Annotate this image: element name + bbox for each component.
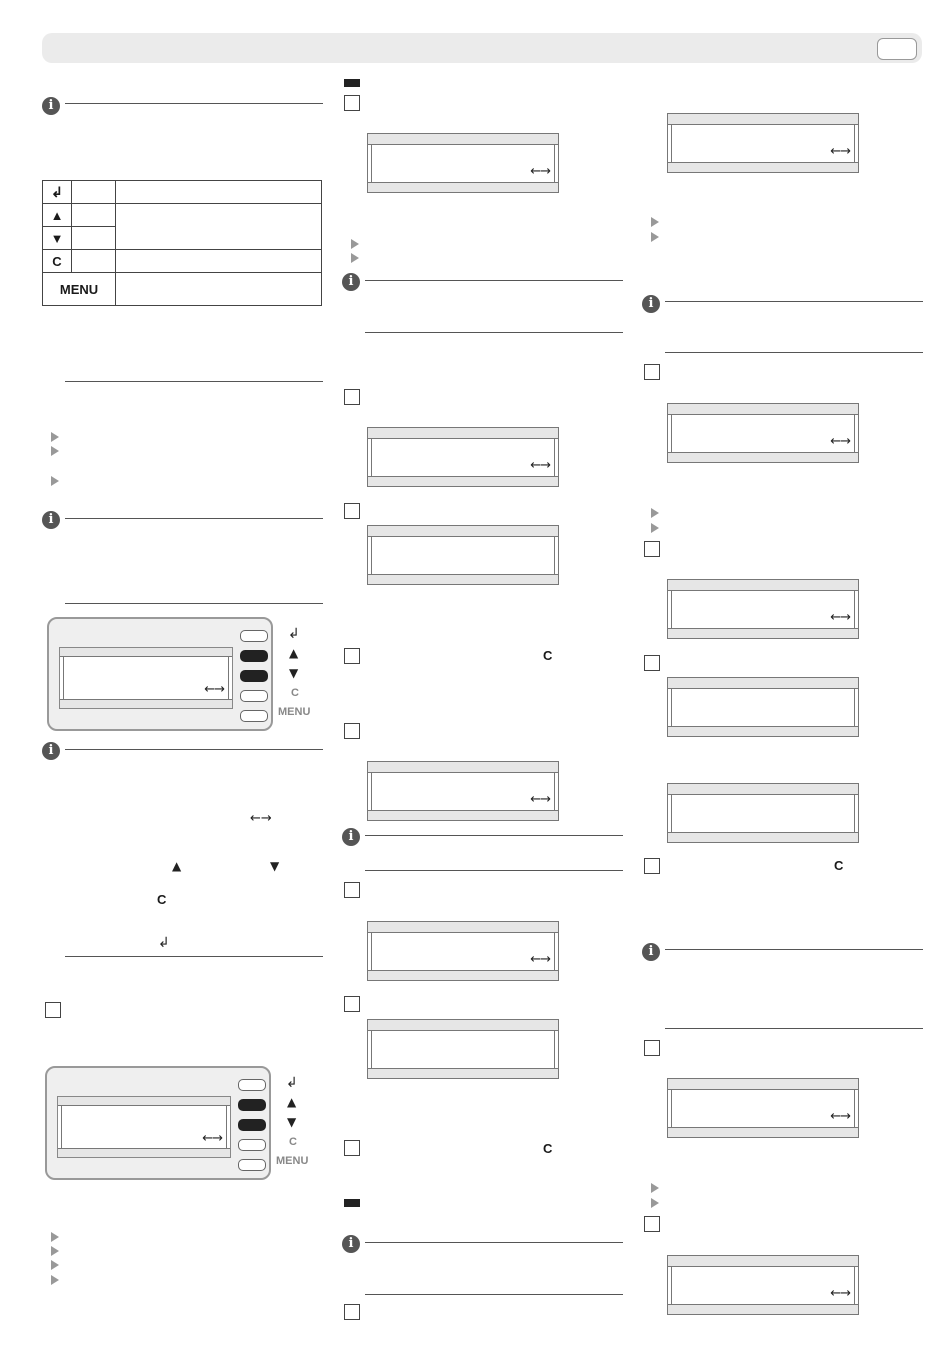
divider	[65, 749, 323, 750]
info-icon: i	[342, 828, 360, 846]
divider	[365, 835, 623, 836]
lcd-display	[667, 579, 859, 639]
lcd-display	[667, 1255, 859, 1315]
step-checkbox	[644, 541, 660, 557]
section-marker	[344, 1199, 360, 1207]
step-checkbox	[344, 648, 360, 664]
lcd-display	[367, 1019, 559, 1079]
c-key-symbol: C	[543, 1141, 553, 1156]
divider	[365, 1242, 623, 1243]
down-button[interactable]	[238, 1119, 266, 1131]
step-checkbox	[344, 503, 360, 519]
device-display	[59, 647, 233, 709]
lcd-display	[367, 133, 559, 193]
menu-label: MENU	[276, 1155, 309, 1167]
divider	[665, 949, 923, 950]
enter-button[interactable]	[240, 630, 268, 642]
menu-button[interactable]	[240, 710, 268, 722]
info-icon: i	[642, 943, 660, 961]
key-table	[42, 180, 322, 306]
pointer-icon	[51, 446, 59, 456]
up-arrow-icon: ▲	[50, 207, 64, 223]
up-arrow-icon: ▲	[289, 646, 299, 660]
pointer-icon	[651, 508, 659, 518]
c-button[interactable]	[238, 1139, 266, 1151]
enter-icon: ↲	[288, 626, 300, 642]
lcd-display	[367, 427, 559, 487]
info-icon: i	[642, 295, 660, 313]
pointer-icon	[51, 1246, 59, 1256]
enter-icon: ↲	[51, 183, 63, 200]
arrow-pair-symbol: ←→	[250, 811, 272, 826]
c-key-cell: C	[43, 250, 72, 273]
divider	[665, 352, 923, 353]
device-illustration	[47, 617, 273, 731]
pointer-icon	[51, 476, 59, 486]
arrow-indicator: ←→	[530, 792, 550, 807]
c-key-symbol: C	[157, 892, 167, 907]
pointer-icon	[51, 1260, 59, 1270]
pointer-icon	[651, 1198, 659, 1208]
pointer-icon	[651, 217, 659, 227]
step-checkbox	[644, 364, 660, 380]
divider	[65, 381, 323, 382]
c-label: C	[291, 687, 299, 699]
pointer-icon	[651, 232, 659, 242]
arrow-indicator: ←→	[530, 952, 550, 967]
menu-button[interactable]	[238, 1159, 266, 1171]
divider	[365, 870, 623, 871]
step-checkbox	[45, 1002, 61, 1018]
down-arrow-icon: ▼	[289, 666, 299, 680]
info-icon: i	[342, 1235, 360, 1253]
down-button[interactable]	[240, 670, 268, 682]
pointer-icon	[51, 1275, 59, 1285]
arrow-indicator: ←→	[830, 1109, 850, 1124]
arrow-indicator: ←→	[830, 434, 850, 449]
enter-key-cell	[43, 181, 72, 204]
divider	[65, 956, 323, 957]
menu-key-cell: MENU	[43, 273, 116, 306]
step-checkbox	[344, 1304, 360, 1320]
divider	[365, 1294, 623, 1295]
divider	[65, 103, 323, 104]
page-number-box	[877, 38, 917, 60]
step-checkbox	[644, 655, 660, 671]
lcd-display	[667, 113, 859, 173]
divider	[65, 603, 323, 604]
pointer-icon	[51, 432, 59, 442]
up-key-cell	[43, 204, 72, 227]
down-arrow-icon: ▼	[270, 859, 280, 873]
up-button[interactable]	[238, 1099, 266, 1111]
section-marker	[344, 79, 360, 87]
enter-icon: ↲	[158, 935, 170, 951]
menu-label: MENU	[278, 706, 311, 718]
down-arrow-icon: ▼	[50, 230, 64, 246]
step-checkbox	[344, 723, 360, 739]
down-key-cell	[43, 227, 72, 250]
arrow-indicator: ←→	[204, 682, 224, 697]
lcd-display	[367, 921, 559, 981]
step-checkbox	[344, 882, 360, 898]
c-label: C	[289, 1136, 297, 1148]
info-icon: i	[42, 742, 60, 760]
up-arrow-icon: ▲	[287, 1095, 297, 1109]
arrow-indicator: ←→	[530, 458, 550, 473]
divider	[665, 1028, 923, 1029]
c-button[interactable]	[240, 690, 268, 702]
enter-icon: ↲	[286, 1075, 298, 1091]
enter-button[interactable]	[238, 1079, 266, 1091]
down-arrow-icon: ▼	[287, 1115, 297, 1129]
divider	[365, 280, 623, 281]
info-icon: i	[42, 97, 60, 115]
device-illustration	[45, 1066, 271, 1180]
c-key-symbol: C	[834, 858, 844, 873]
step-checkbox	[344, 389, 360, 405]
device-display	[57, 1096, 231, 1158]
step-checkbox	[344, 95, 360, 111]
up-arrow-icon: ▲	[172, 859, 182, 873]
arrow-indicator: ←→	[530, 164, 550, 179]
c-key-symbol: C	[543, 648, 553, 663]
info-icon: i	[342, 273, 360, 291]
step-checkbox	[344, 1140, 360, 1156]
step-checkbox	[644, 858, 660, 874]
pointer-icon	[351, 239, 359, 249]
step-checkbox	[644, 1216, 660, 1232]
up-button[interactable]	[240, 650, 268, 662]
lcd-display	[367, 761, 559, 821]
pointer-icon	[351, 253, 359, 263]
lcd-display	[667, 403, 859, 463]
divider	[365, 332, 623, 333]
pointer-icon	[651, 523, 659, 533]
lcd-display	[667, 677, 859, 737]
divider	[665, 301, 923, 302]
arrow-indicator: ←→	[830, 144, 850, 159]
pointer-icon	[51, 1232, 59, 1242]
step-checkbox	[344, 996, 360, 1012]
lcd-display	[367, 525, 559, 585]
arrow-indicator: ←→	[202, 1131, 222, 1146]
lcd-display	[667, 783, 859, 843]
info-icon: i	[42, 511, 60, 529]
arrow-indicator: ←→	[830, 610, 850, 625]
divider	[65, 518, 323, 519]
lcd-display	[667, 1078, 859, 1138]
header-bar	[42, 33, 922, 63]
arrow-indicator: ←→	[830, 1286, 850, 1301]
step-checkbox	[644, 1040, 660, 1056]
pointer-icon	[651, 1183, 659, 1193]
